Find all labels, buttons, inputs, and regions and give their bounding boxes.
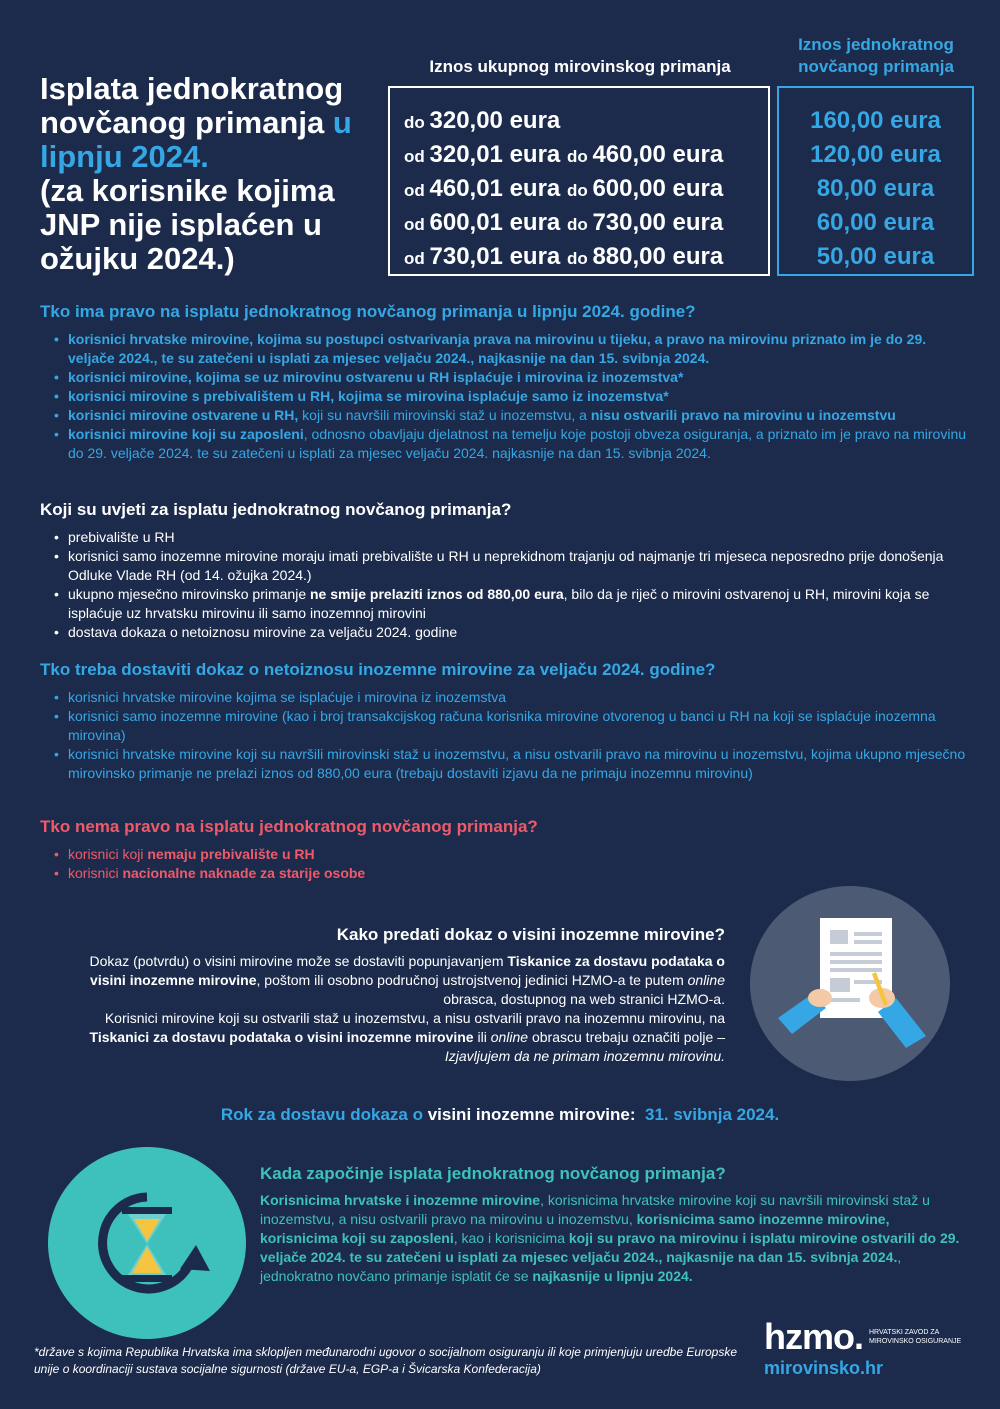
footnote: *države s kojima Republika Hrvatska ima sklopljen međunarodni ugovor o socijalnom osiguranju ili koje primjenjuju uredbe Europske unije o koordinaciji sustava socijalne sigurnosti (države EU-a, EGP-a i Švicarska Konfederacija) bbox=[34, 1345, 738, 1376]
deadline-text: Rok za dostavu dokaza o bbox=[220, 1105, 428, 1124]
section-heading: Kako predati dokaz o visini inozemne mirovine? bbox=[336, 925, 725, 944]
paragraph bbox=[80, 952, 725, 1009]
list-item: • korisnici mirovine s prebivalištem u RH, kojima se mirovina isplaćuje samo iz inozemstva* bbox=[68, 387, 970, 406]
text-bold: koji su pravo na mirovinu i isplatu mirovine ostvarili do 29. veljače 2024. te su zatečeni u isplati za mjesec veljaču 2024., najkasnije na dan 15. svibnja 2024. bbox=[260, 1230, 960, 1265]
income-range-row bbox=[404, 206, 768, 240]
eligibility-list bbox=[40, 330, 970, 463]
how-to-submit bbox=[80, 925, 725, 1066]
range-prefix: do bbox=[566, 147, 593, 166]
table-header-amount: Iznos jednokratnog novčanog primanja bbox=[798, 35, 954, 76]
text-bold: korisnicima samo inozemne mirovine, korisnicima koji su zaposleni bbox=[260, 1211, 890, 1246]
list-item-text: korisnici bbox=[68, 865, 123, 881]
section-heading: Tko treba dostaviti dokaz o netoiznosu inozemne mirovine za veljaču 2024. godine? bbox=[40, 660, 716, 679]
list-item: • korisnici mirovine, kojima se uz mirovinu ostvarenu u RH isplaćuje i mirovina iz inozemstva* bbox=[68, 368, 970, 387]
list-item-bold: nemaju prebivalište u RH bbox=[147, 846, 315, 862]
range-value: 320,01 eura bbox=[429, 141, 567, 168]
logo-wordmark: hzmo. bbox=[764, 1316, 863, 1357]
text: ili bbox=[473, 1029, 491, 1045]
section-heading: Koji su uvjeti za isplatu jednokratnog novčanog primanja? bbox=[40, 500, 512, 519]
deadline-text: visini inozemne mirovine: bbox=[427, 1105, 636, 1124]
table-header-total: Iznos ukupnog mirovinskog primanja bbox=[429, 57, 731, 76]
range-prefix: do bbox=[566, 181, 593, 200]
list-item-text: ukupno mjesečno mirovinsko primanje bbox=[68, 586, 310, 602]
payment-amount-box bbox=[777, 86, 974, 276]
text-italic: online bbox=[490, 1029, 529, 1045]
paragraph bbox=[260, 1191, 970, 1286]
section-heading: Tko ima pravo na isplatu jednokratnog novčanog primanja u lipnju 2024. godine? bbox=[40, 302, 696, 321]
hourglass-refresh-icon bbox=[48, 1147, 246, 1339]
section-heading: Tko nema pravo na isplatu jednokratnog novčanog primanja? bbox=[40, 817, 538, 836]
text: obrasca, dostupnog na web stranici HZMO-a. bbox=[443, 991, 725, 1007]
section-not-eligible bbox=[40, 817, 970, 883]
title-line-1: Isplata jednokratnog bbox=[40, 71, 344, 106]
list-item-bold: korisnici mirovine ostvarene u RH, bbox=[68, 407, 299, 423]
range-prefix: od bbox=[404, 181, 430, 200]
list-item bbox=[68, 585, 970, 623]
income-range-box bbox=[388, 86, 770, 276]
list-item-bold: nisu ostvarili pravo na mirovinu u inozemstvu bbox=[590, 407, 896, 423]
list-item-text: koji su navršili mirovinski staž u inozemstvu, a bbox=[298, 407, 591, 423]
range-prefix: od bbox=[404, 215, 430, 234]
text: , korisnicima hrvatske mirovine koji su navršili mirovinski staž u inozemstvu, a nisu ostvarili pravo na mirovinu u inozemstvu, bbox=[260, 1192, 930, 1227]
list-item-bold: korisnici mirovine koji su zaposleni bbox=[68, 426, 304, 442]
range-prefix: do bbox=[566, 215, 593, 234]
range-prefix: do bbox=[404, 113, 430, 132]
proof-list bbox=[40, 688, 970, 783]
list-item: • korisnici samo inozemne mirovine (kao i broj transakcijskog računa korisnika mirovine otvorenog u banci u RH na koji se isplaćuje inozemna mirovina) bbox=[68, 707, 970, 745]
list-item-text: korisnici koji bbox=[68, 846, 148, 862]
range-value: 880,00 eura bbox=[592, 243, 724, 270]
text-bold: Tiskanici za dostavu podataka o visini inozemne mirovine bbox=[89, 1029, 474, 1045]
list-item-text: , bilo da je riječ o mirovini ostvarenoj u RH, mirovini koja se isplaćuje uz hrvatsku mirovinu ili samo inozemnoj mirovini bbox=[68, 586, 930, 621]
payment-amount: 120,00 eura bbox=[810, 141, 941, 168]
range-prefix: do bbox=[566, 249, 593, 268]
hzmo-logo bbox=[764, 1316, 984, 1379]
deadline bbox=[0, 1105, 1000, 1125]
list-item bbox=[68, 406, 970, 425]
range-prefix: od bbox=[404, 249, 430, 268]
title-line-4: (za korisnike kojima JNP nije isplaćen u ožujku 2024.) bbox=[40, 173, 335, 276]
text: , jednokratno novčano primanje isplatit će se bbox=[260, 1249, 902, 1284]
document-signing-icon bbox=[750, 886, 950, 1081]
list-item: • korisnici hrvatske mirovine koji su navršili mirovinski staž u inozemstvu, a nisu ostvarili pravo na mirovinu u inozemstvu, kojima ukupno mjesečno mirovinsko primanje ne prelazi iznos od 880,00 eura (trebaju dostaviti izjavu da ne primaju inozemnu mirovinu) bbox=[68, 745, 970, 783]
income-range-row bbox=[404, 172, 768, 206]
page-title bbox=[40, 72, 370, 276]
range-value: 600,01 eura bbox=[429, 209, 567, 236]
section-eligibility bbox=[40, 302, 970, 463]
payment-amount: 160,00 eura bbox=[810, 107, 941, 134]
payment-start bbox=[260, 1164, 970, 1286]
title-line-2 bbox=[40, 106, 370, 140]
range-value: 730,00 eura bbox=[592, 209, 724, 236]
text: , poštom ili osobno područnoj ustrojstvenoj jedinici HZMO-a te putem bbox=[256, 972, 688, 988]
list-item: • korisnici hrvatske mirovine, kojima su postupci ostvarivanja prava na mirovinu u tijeku, a pravo na mirovinu priznato im je do 29. veljače 2024., te su zatečeni u isplati za mjesec veljaču 2024., najkasnije na dan 15. svibnja 2024. bbox=[68, 330, 970, 368]
text-bold: Korisnicima hrvatske i inozemne mirovine bbox=[260, 1192, 541, 1208]
range-value: 730,01 eura bbox=[429, 243, 567, 270]
list-item-bold: ne smije prelaziti iznos od 880,00 eura bbox=[310, 586, 564, 602]
title-line-2-text: novčanog primanja bbox=[40, 105, 333, 140]
list-item: • prebivalište u RH bbox=[68, 528, 970, 547]
logo-subtitle: HRVATSKI ZAVOD ZA MIROVINSKO OSIGURANJE bbox=[869, 1329, 962, 1345]
list-item bbox=[68, 864, 970, 883]
logo-row bbox=[764, 1316, 984, 1358]
list-item: • korisnici hrvatske mirovine kojima se isplaćuje i mirovina iz inozemstva bbox=[68, 688, 970, 707]
text-bold: Tiskanice za dostavu podataka o visini inozemne mirovine bbox=[90, 953, 725, 988]
text: Korisnici mirovine koji su ostvarili staž u inozemstvu, a nisu ostvarili pravo na inozemnu mirovinu, na bbox=[104, 1010, 725, 1026]
list-item-bold: nacionalne naknade za starije osobe bbox=[122, 865, 366, 881]
payment-amount: 80,00 eura bbox=[816, 175, 935, 202]
payment-amount: 60,00 eura bbox=[816, 209, 935, 236]
text: , kao i korisnicima bbox=[453, 1230, 569, 1246]
section-heading: Kada započinje isplata jednokratnog novčanog primanja? bbox=[260, 1164, 726, 1183]
range-value: 460,00 eura bbox=[592, 141, 724, 168]
payment-amount: 50,00 eura bbox=[816, 243, 935, 270]
text-italic: online bbox=[687, 972, 725, 988]
text-italic: Izjavljujem da ne primam inozemnu mirovinu. bbox=[444, 1048, 725, 1064]
income-range-row bbox=[404, 104, 768, 138]
not-eligible-list bbox=[40, 845, 970, 883]
list-item bbox=[68, 425, 970, 463]
range-value: 460,01 eura bbox=[429, 175, 567, 202]
income-range-row bbox=[404, 138, 768, 172]
deadline-date: 31. svibnja 2024. bbox=[644, 1105, 780, 1124]
range-value: 320,00 eura bbox=[429, 107, 561, 134]
text-bold: najkasnije u lipnju 2024. bbox=[532, 1268, 693, 1284]
list-item: • dostava dokaza o netoiznosu mirovine za veljaču 2024. godine bbox=[68, 623, 970, 642]
website-link[interactable]: mirovinsko.hr bbox=[764, 1358, 884, 1378]
section-proof bbox=[40, 660, 970, 783]
list-item: • korisnici samo inozemne mirovine moraju imati prebivalište u RH u neprekidnom trajanju od najmanje tri mjeseca neposredno prije donošenja Odluke Vlade RH (od 14. ožujka 2024.) bbox=[68, 547, 970, 585]
paragraph bbox=[80, 1009, 725, 1066]
text: obrascu trebaju označiti polje – bbox=[528, 1029, 725, 1045]
section-conditions bbox=[40, 500, 970, 642]
range-prefix: od bbox=[404, 147, 430, 166]
title-line-2-highlight: u bbox=[332, 105, 352, 140]
list-item-text: , odnosno obavljaju djelatnost na temelju koje postoji obveza osiguranja, a priznato im je pravo na mirovinu do 29. veljače 2024. te su zatečeni u isplati za mjesec veljaču 2024. najkasnije na dan 15. svibnja 2024. bbox=[68, 426, 967, 461]
list-item bbox=[68, 845, 970, 864]
text: Dokaz (potvrdu) o visini mirovine može se dostaviti popunjavanjem bbox=[89, 953, 508, 969]
title-line-3: lipnju 2024. bbox=[40, 139, 209, 174]
conditions-list bbox=[40, 528, 970, 642]
income-range-row bbox=[404, 240, 768, 274]
range-value: 600,00 eura bbox=[592, 175, 724, 202]
